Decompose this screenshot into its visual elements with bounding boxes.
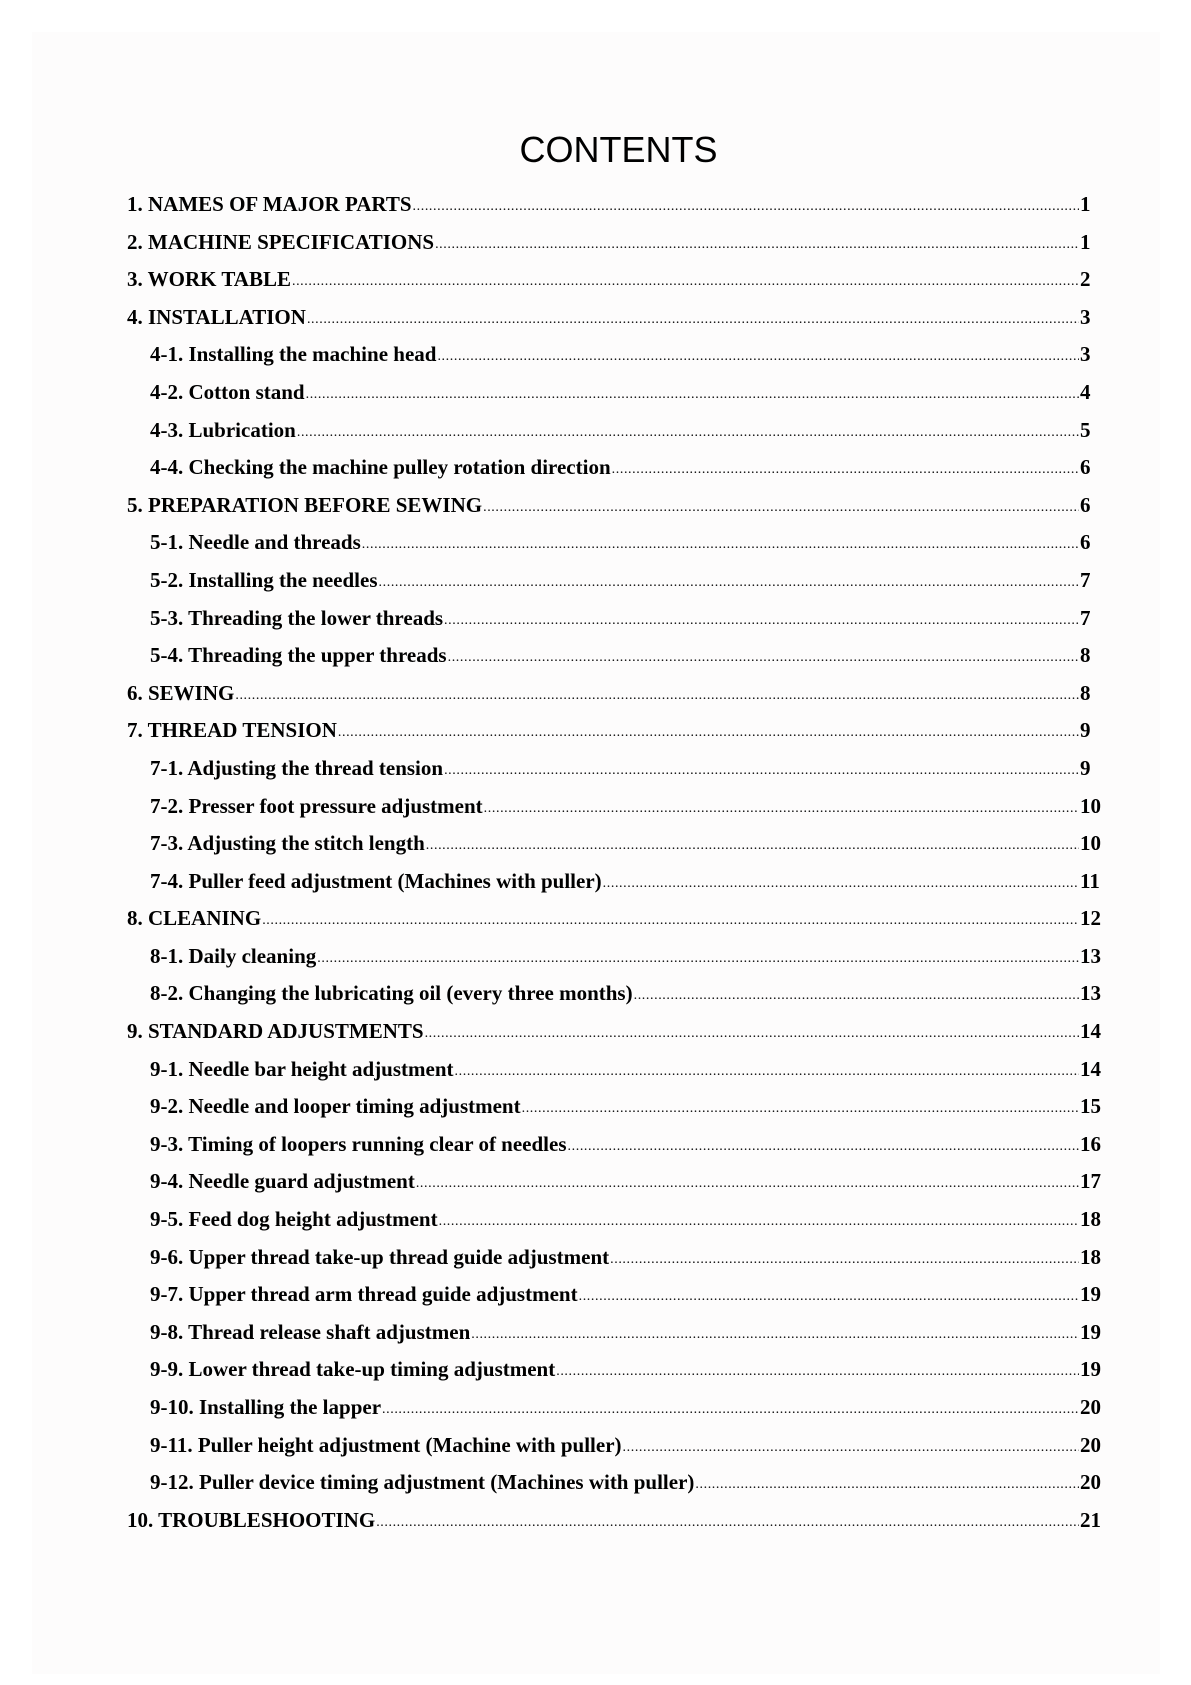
- toc-dot-leader: [437, 349, 1079, 365]
- toc-subsection-entry[interactable]: [127, 606, 1104, 644]
- toc-page-number: 1: [1080, 192, 1091, 216]
- toc-dot-leader: [444, 613, 1079, 629]
- toc-page-number: 4: [1080, 379, 1091, 404]
- toc-dot-leader: [439, 1214, 1079, 1230]
- toc-dot-leader: [426, 838, 1079, 854]
- toc-dot-leader: [612, 462, 1079, 478]
- toc-subsection-entry[interactable]: [127, 1169, 1104, 1207]
- toc-dot-leader: [695, 1477, 1079, 1493]
- toc-page-number: 12: [1080, 906, 1101, 931]
- toc-subsection-entry[interactable]: [127, 1433, 1104, 1471]
- toc-dot-leader: [522, 1101, 1079, 1117]
- toc-dot-leader: [448, 650, 1079, 666]
- toc-dot-leader: [623, 1440, 1079, 1456]
- toc-entry-label: 7-4. Puller feed adjustment (Machines with puller): [150, 868, 602, 893]
- toc-entry-label: 9. STANDARD ADJUSTMENTS: [127, 1019, 424, 1044]
- toc-page-number: 14: [1080, 1056, 1101, 1081]
- toc-dot-leader: [297, 425, 1079, 441]
- toc-dot-leader: [455, 1064, 1079, 1080]
- toc-dot-leader: [235, 688, 1079, 704]
- toc-page-number: 6: [1080, 492, 1091, 517]
- toc-subsection-entry[interactable]: [127, 831, 1104, 869]
- toc-entry-label: 9-6. Upper thread take-up thread guide adjustment: [150, 1244, 610, 1269]
- toc-page-number: 8: [1080, 643, 1091, 668]
- toc-entry-label: 9-9. Lower thread take-up timing adjustment: [150, 1357, 556, 1382]
- toc-dot-leader: [568, 1139, 1079, 1155]
- toc-subsection-entry[interactable]: [127, 643, 1104, 681]
- toc-page-number: 19: [1080, 1357, 1101, 1382]
- toc-entry-label: 5-1. Needle and threads: [150, 530, 361, 555]
- toc-dot-leader: [338, 725, 1079, 741]
- toc-entry-label: 9-1. Needle bar height adjustment: [150, 1056, 454, 1081]
- toc-dot-leader: [292, 274, 1079, 290]
- toc-section-entry[interactable]: [127, 1019, 1104, 1057]
- toc-page-number: 8: [1080, 680, 1091, 705]
- toc-subsection-entry[interactable]: [127, 418, 1104, 456]
- toc-dot-leader: [362, 537, 1079, 553]
- toc-dot-leader: [379, 575, 1079, 591]
- toc-subsection-entry[interactable]: [127, 944, 1104, 982]
- toc-dot-leader: [413, 199, 1079, 215]
- toc-subsection-entry[interactable]: [127, 869, 1104, 907]
- toc-section-entry[interactable]: [127, 192, 1104, 230]
- toc-subsection-entry[interactable]: [127, 1132, 1104, 1170]
- toc-entry-label: 4-1. Installing the machine head: [150, 342, 437, 367]
- toc-entry-label: 9-7. Upper thread arm thread guide adjustment: [150, 1282, 578, 1307]
- toc-page-number: 15: [1080, 1094, 1101, 1119]
- toc-page-number: 2: [1080, 267, 1091, 292]
- toc-page-number: 13: [1080, 981, 1101, 1006]
- toc-dot-leader: [376, 1515, 1079, 1531]
- toc-entry-label: 3. WORK TABLE: [127, 267, 291, 292]
- toc-page-number: 5: [1080, 417, 1091, 442]
- toc-section-entry[interactable]: [127, 718, 1104, 756]
- toc-entry-label: 5-3. Threading the lower threads: [150, 605, 444, 630]
- toc-dot-leader: [307, 312, 1079, 328]
- toc-page-number: 7: [1080, 567, 1091, 592]
- toc-section-entry[interactable]: [127, 493, 1104, 531]
- toc-entry-label: 10. TROUBLESHOOTING: [127, 1507, 376, 1532]
- toc-dot-leader: [425, 1026, 1079, 1042]
- toc-page-number: 18: [1080, 1244, 1101, 1269]
- toc-subsection-entry[interactable]: [127, 756, 1104, 794]
- toc-entry-label: 9-11. Puller height adjustment (Machine with puller): [150, 1432, 622, 1457]
- toc-entry-label: 2. MACHINE SPECIFICATIONS: [127, 229, 435, 254]
- toc-section-entry[interactable]: [127, 305, 1104, 343]
- toc-subsection-entry[interactable]: [127, 342, 1104, 380]
- toc-page-number: 20: [1080, 1432, 1101, 1457]
- toc-section-entry[interactable]: [127, 681, 1104, 719]
- toc-page-number: 10: [1080, 793, 1101, 818]
- toc-entry-label: 9-8. Thread release shaft adjustmen: [150, 1319, 471, 1344]
- toc-section-entry[interactable]: [127, 906, 1104, 944]
- toc-subsection-entry[interactable]: [127, 1057, 1104, 1095]
- toc-dot-leader: [382, 1402, 1079, 1418]
- toc-subsection-entry[interactable]: [127, 981, 1104, 1019]
- toc-subsection-entry[interactable]: [127, 1395, 1104, 1433]
- toc-entry-label: 5-4. Threading the upper threads: [150, 643, 447, 668]
- toc-subsection-entry[interactable]: [127, 455, 1104, 493]
- toc-entry-label: 9-3. Timing of loopers running clear of needles: [150, 1131, 567, 1156]
- toc-page-number: 10: [1080, 831, 1101, 856]
- toc-section-entry[interactable]: [127, 230, 1104, 268]
- toc-entry-label: 9-2. Needle and looper timing adjustment: [150, 1094, 521, 1119]
- toc-entry-label: 5-2. Installing the needles: [150, 567, 378, 592]
- toc-entry-label: 9-4. Needle guard adjustment: [150, 1169, 415, 1194]
- toc-entry-label: 4. INSTALLATION: [127, 304, 306, 329]
- toc-page-number: 11: [1080, 868, 1100, 893]
- toc-section-entry[interactable]: [127, 267, 1104, 305]
- page-title: CONTENTS: [519, 129, 718, 170]
- toc-subsection-entry[interactable]: [127, 568, 1104, 606]
- toc-entry-label: 6. SEWING: [127, 680, 235, 705]
- toc-dot-leader: [483, 500, 1079, 516]
- toc-dot-leader: [634, 988, 1079, 1004]
- toc-subsection-entry[interactable]: [127, 380, 1104, 418]
- toc-entry-label: 4-3. Lubrication: [150, 417, 296, 442]
- table-of-contents: [127, 192, 1104, 1545]
- toc-page-number: 19: [1080, 1282, 1101, 1307]
- toc-subsection-entry[interactable]: [127, 1320, 1104, 1358]
- toc-subsection-entry[interactable]: [127, 1470, 1104, 1508]
- toc-subsection-entry[interactable]: [127, 1207, 1104, 1245]
- toc-page-number: 13: [1080, 943, 1101, 968]
- toc-entry-label: 7-3. Adjusting the stitch length: [150, 831, 425, 856]
- toc-entry-label: 1. NAMES OF MAJOR PARTS: [127, 192, 412, 216]
- toc-dot-leader: [610, 1252, 1079, 1268]
- toc-entry-label: 7-2. Presser foot pressure adjustment: [150, 793, 483, 818]
- toc-section-entry[interactable]: [127, 1508, 1104, 1546]
- toc-entry-label: 9-5. Feed dog height adjustment: [150, 1207, 438, 1232]
- toc-entry-label: 9-12. Puller device timing adjustment (Machines with puller): [150, 1470, 695, 1495]
- toc-page-number: 16: [1080, 1131, 1101, 1156]
- toc-page-number: 21: [1080, 1507, 1101, 1532]
- toc-entry-label: 7. THREAD TENSION: [127, 718, 337, 743]
- toc-page-number: 18: [1080, 1207, 1101, 1232]
- document-page: [32, 32, 1160, 1674]
- toc-subsection-entry[interactable]: [127, 1245, 1104, 1283]
- toc-page-number: 17: [1080, 1169, 1101, 1194]
- toc-page-number: 20: [1080, 1470, 1101, 1495]
- toc-entry-label: 8-1. Daily cleaning: [150, 943, 317, 968]
- toc-page-number: 6: [1080, 455, 1091, 480]
- toc-subsection-entry[interactable]: [127, 1094, 1104, 1132]
- toc-page-number: 3: [1080, 304, 1091, 329]
- toc-dot-leader: [603, 876, 1079, 892]
- toc-subsection-entry[interactable]: [127, 530, 1104, 568]
- toc-entry-label: 8. CLEANING: [127, 906, 262, 931]
- toc-dot-leader: [317, 951, 1079, 967]
- toc-page-number: 9: [1080, 718, 1091, 743]
- toc-page-number: 3: [1080, 342, 1091, 367]
- toc-entry-label: 7-1. Adjusting the thread tension: [150, 755, 444, 780]
- toc-dot-leader: [435, 237, 1079, 253]
- toc-entry-label: 5. PREPARATION BEFORE SEWING: [127, 492, 483, 517]
- toc-entry-label: 4-2. Cotton stand: [150, 379, 305, 404]
- toc-page-number: 20: [1080, 1395, 1101, 1419]
- toc-subsection-entry[interactable]: [127, 794, 1104, 832]
- toc-dot-leader: [416, 1176, 1079, 1192]
- toc-page-number: 6: [1080, 530, 1091, 555]
- toc-entry-label: 4-4. Checking the machine pulley rotation direction: [150, 455, 611, 480]
- toc-subsection-entry[interactable]: [127, 1282, 1104, 1320]
- toc-entry-label: 8-2. Changing the lubricating oil (every three months): [150, 981, 633, 1006]
- toc-dot-leader: [471, 1327, 1079, 1343]
- toc-dot-leader: [306, 387, 1079, 403]
- toc-dot-leader: [556, 1364, 1079, 1380]
- toc-page-number: 7: [1080, 605, 1091, 630]
- toc-entry-label: 9-10. Installing the lapper: [150, 1395, 382, 1419]
- toc-dot-leader: [262, 913, 1079, 929]
- toc-dot-leader: [579, 1289, 1079, 1305]
- toc-dot-leader: [444, 763, 1079, 779]
- toc-subsection-entry[interactable]: [127, 1357, 1104, 1395]
- toc-page-number: 14: [1080, 1019, 1101, 1044]
- toc-page-number: 9: [1080, 755, 1091, 780]
- toc-dot-leader: [484, 801, 1079, 817]
- toc-page-number: 1: [1080, 229, 1091, 254]
- toc-page-number: 19: [1080, 1319, 1101, 1344]
